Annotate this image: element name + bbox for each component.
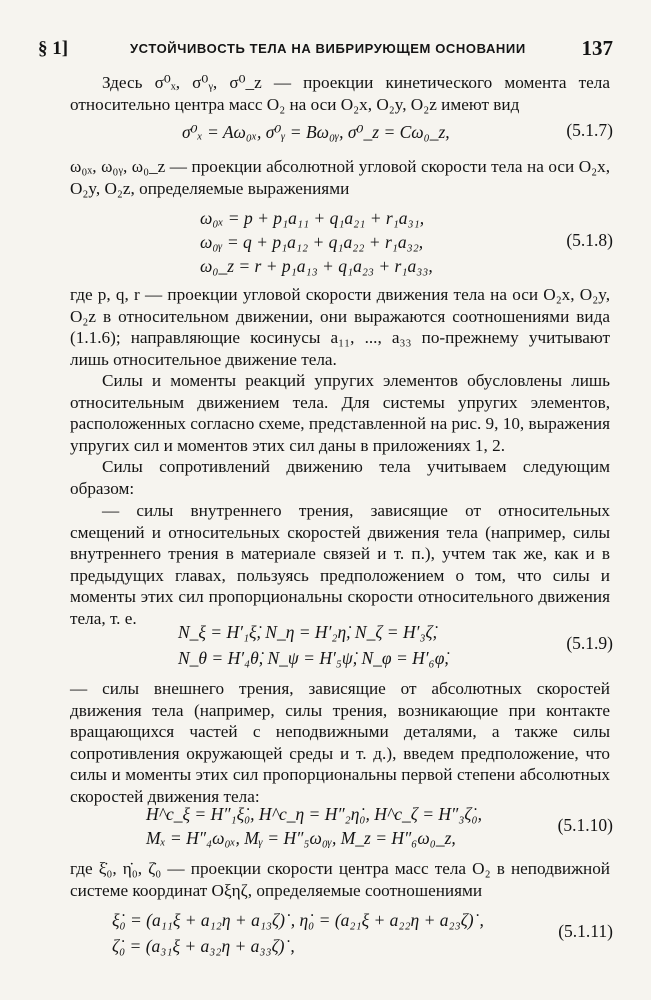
equation-5-1-8-line-1: ω₀ₓ = p + p₁a₁₁ + q₁a₂₁ + r₁a₃₁, bbox=[200, 208, 425, 228]
section-mark: § 1] bbox=[38, 38, 69, 59]
running-title: УСТОЙЧИВОСТЬ ТЕЛА НА ВИБРИРУЮЩЕМ ОСНОВАНИИ bbox=[130, 41, 526, 56]
equation-5-1-8-line-2: ω₀ᵧ = q + p₁a₁₂ + q₁a₂₂ + r₁a₃₂, bbox=[200, 232, 424, 252]
page-number: 137 bbox=[581, 36, 613, 60]
paragraph-7: — силы внешнего трения, зависящие от абсолютных скоростей движения тела (например, силы трения, возникающие при контакте вращающихся частей с неподвижными деталями, а также силы сопротивления окружающей среды и т. д.), введем предположение, что силы и моменты этих сил пропорциональны первой степени абсолютных скоростей движения тела: bbox=[70, 679, 610, 806]
equation-5-1-10-line-1: H^c_ξ = H″₁ξ̇₀, H^c_η = H″₂η̇₀, H^c_ζ = H″₃ζ̇₀, bbox=[146, 804, 482, 824]
equation-number: (5.1.11) bbox=[558, 921, 613, 941]
equation-number: (5.1.10) bbox=[557, 815, 613, 835]
equation-5-1-10-line-2: Mₓ = H″₄ω₀ₓ, Mᵧ = H″₅ω₀ᵧ, M_z = H″₆ω₀_z, bbox=[146, 828, 456, 848]
equation-5-1-7: σ⁰ₓ = Aω₀ₓ, σ⁰ᵧ = Bω₀ᵧ, σ⁰_z = Cω₀_z, bbox=[182, 122, 450, 142]
equation-5-1-8-line-3: ω₀_z = r + p₁a₁₃ + q₁a₂₃ + r₁a₃₃, bbox=[200, 256, 433, 276]
equation-5-1-11-line-1: ξ̇₀ = (a₁₁ξ + a₁₂η + a₁₃ζ)˙, η̇₀ = (a₂₁ξ + a₂₂η + a₂₃ζ)˙, bbox=[112, 910, 484, 930]
paragraph-1: Здесь σ⁰ₓ, σ⁰ᵧ, σ⁰_z — проекции кинетического момента тела относительно центра масс O₂ на оси O₂x, O₂y, O₂z имеют вид bbox=[70, 73, 610, 114]
equation-number: (5.1.8) bbox=[566, 230, 613, 250]
equation-number: (5.1.9) bbox=[566, 633, 613, 653]
paragraph-4: Силы и моменты реакций упругих элементов обусловлены лишь относительным движением тела. Для системы упругих элементов, расположенных согласно схеме, представленной на рис. 9, 10, выражения упругих сил и моментов этих сил даны в приложениях 1, 2. bbox=[70, 371, 610, 455]
equation-5-1-9-line-1: N_ξ = H′₁ξ̇, N_η = H′₂η̇, N_ζ = H′₃ζ̇, bbox=[178, 622, 437, 642]
paragraph-5: Силы сопротивлений движению тела учитываем следующим образом: bbox=[70, 457, 610, 498]
paragraph-6: — силы внутреннего трения, зависящие от относительных смещений и относительных скоростей движения тела (например, силы внутреннего трения в материале связей и т. п.), учтем так же, как и в предыдущих главах, пользуясь предположением о том, что силы и моменты этих сил пропорциональны скорости относительного движения тела, т. е. bbox=[70, 501, 610, 628]
equation-5-1-9-line-2: N_θ = H′₄θ̇, N_ψ = H′₅ψ̇, N_φ = H′₆φ̇, bbox=[178, 648, 449, 668]
paragraph-3: где p, q, r — проекции угловой скорости движения тела на оси O₂x, O₂y, O₂z в относительном движении, они выражаются соотношениями вида (1.1.6); направляющие косинусы a₁₁, ..., a₃₃ по-прежнему учитывают лишь относительное движение тела. bbox=[70, 285, 610, 369]
equation-number: (5.1.7) bbox=[566, 120, 613, 140]
equation-5-1-11-line-2: ζ̇₀ = (a₃₁ξ + a₃₂η + a₃₃ζ)˙, bbox=[112, 936, 295, 956]
paragraph-8: где ξ̇₀, η̇₀, ζ̇₀ — проекции скорости центра масс тела O₂ в неподвижной системе координат Oξηζ, определяемые соотношениями bbox=[70, 859, 610, 900]
running-header bbox=[38, 38, 613, 64]
paragraph-2: ω₀ₓ, ω₀ᵧ, ω₀_z — проекции абсолютной угловой скорости тела на оси O₂x, O₂y, O₂z, определяемые выражениями bbox=[70, 157, 610, 198]
